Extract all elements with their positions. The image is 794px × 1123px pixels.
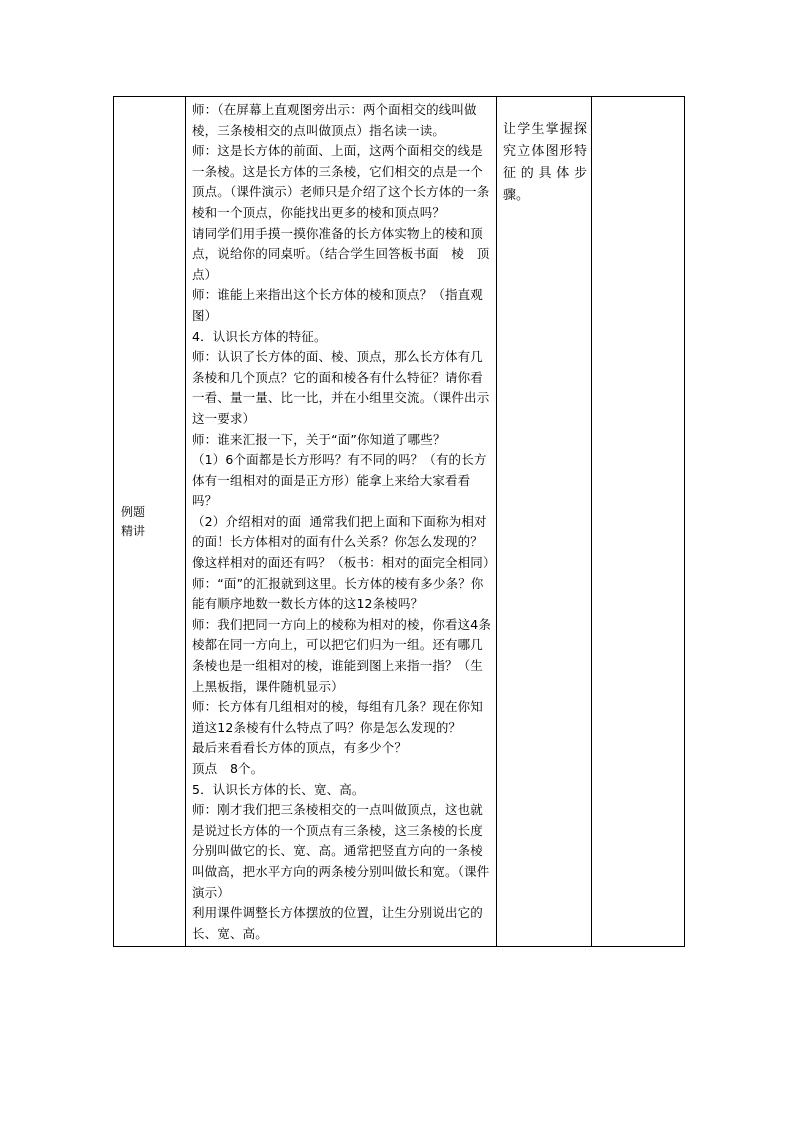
paragraph: 师：（在屏幕上直观图旁出示：两个面相交的线叫做棱，三条棱相交的点叫做顶点）指名读一读。 [192,102,477,138]
paragraph: 师：这是长方体的前面、上面，这两个面相交的线是一条棱。这是长方体的三条棱，它们相交的点是一个顶点。（课件演示）老师只是介绍了这个长方体的一条棱和一个顶点，你能找出更多的棱和顶点吗？ [192,143,490,220]
paragraph: 师：“面”的汇报就到这里。长方体的棱有多少条？你能有顺序地数一数长方体的这12条棱吗？ [192,575,484,612]
paragraph: 师：刚才我们把三条棱相交的一点叫做顶点，这也就是说过长方体的一个顶点有三条棱，这三条棱的长度分别叫做它的长、宽、高。通常把竖直方向的一条棱叫做高，把水平方向的两条棱分别叫做长和宽。（课件演示） [192,802,490,900]
section-label-cell [114,97,186,947]
paragraph: 顶点 8个。 [192,761,264,776]
paragraph: 利用课件调整长方体摆放的位置，让生分别说出它的长、宽、高。 [192,905,483,941]
paragraph: 师：长方体有几组相对的棱，每组有几条？现在你知道这12条棱有什么特点了吗？你是怎么发现的？ [192,699,483,735]
section-label-line-1: 例题 [121,504,146,519]
table-row [114,97,685,947]
teaching-process-text [186,97,496,946]
paragraph: 师：我们把同一方向上的棱称为相对的棱，你看这4条棱都在同一方向上，可以把它们归为一组。还有哪几条棱也是一组相对的棱，谁能到图上来指一指？（生上黑板指，课件随机显示） [192,616,492,694]
paragraph: 5．认识长方体的长、宽、高。 [192,781,365,797]
paragraph: 最后来看看长方体的顶点，有多少个？ [192,740,408,756]
design-intent-cell [497,97,592,947]
blank-cell [592,97,685,947]
design-intent-text: 让学生掌握探究立体图形特征的具体步骤。 [503,122,587,203]
paragraph: 请同学们用手摸一摸你准备的长方体实物上的棱和顶点，说给你的同桌听。（结合学生回答板书面 棱 顶点） [192,225,490,282]
paragraph: 4．认识长方体的特征。 [192,328,327,344]
section-label-line-2: 精讲 [121,523,146,538]
paragraph: （1）6个面都是长方形吗？有不同的吗？（有的长方体有一组相对的面是正方形）能拿上来给大家看看吗？ [192,452,487,509]
section-label [114,503,185,541]
paragraph: 师：认识了长方体的面、棱、顶点，那么长方体有几条棱和几个顶点？它的面和棱各有什么特征？请你看一看、量一量、比一比，并在小组里交流。（课件出示这一要求） [192,349,490,426]
paragraph: （2）介绍相对的面 通常我们把上面和下面称为相对的面！长方体相对的面有什么关系？你怎么发现的？像这样相对的面还有吗？（板书：相对的面完全相同） [192,513,496,571]
lesson-table [113,96,685,947]
paragraph: 师：谁来汇报一下，关于“面”你知道了哪些？ [192,431,446,447]
teaching-process-cell [186,97,497,947]
paragraph: 师：谁能上来指出这个长方体的棱和顶点？（指直观图） [192,287,483,323]
